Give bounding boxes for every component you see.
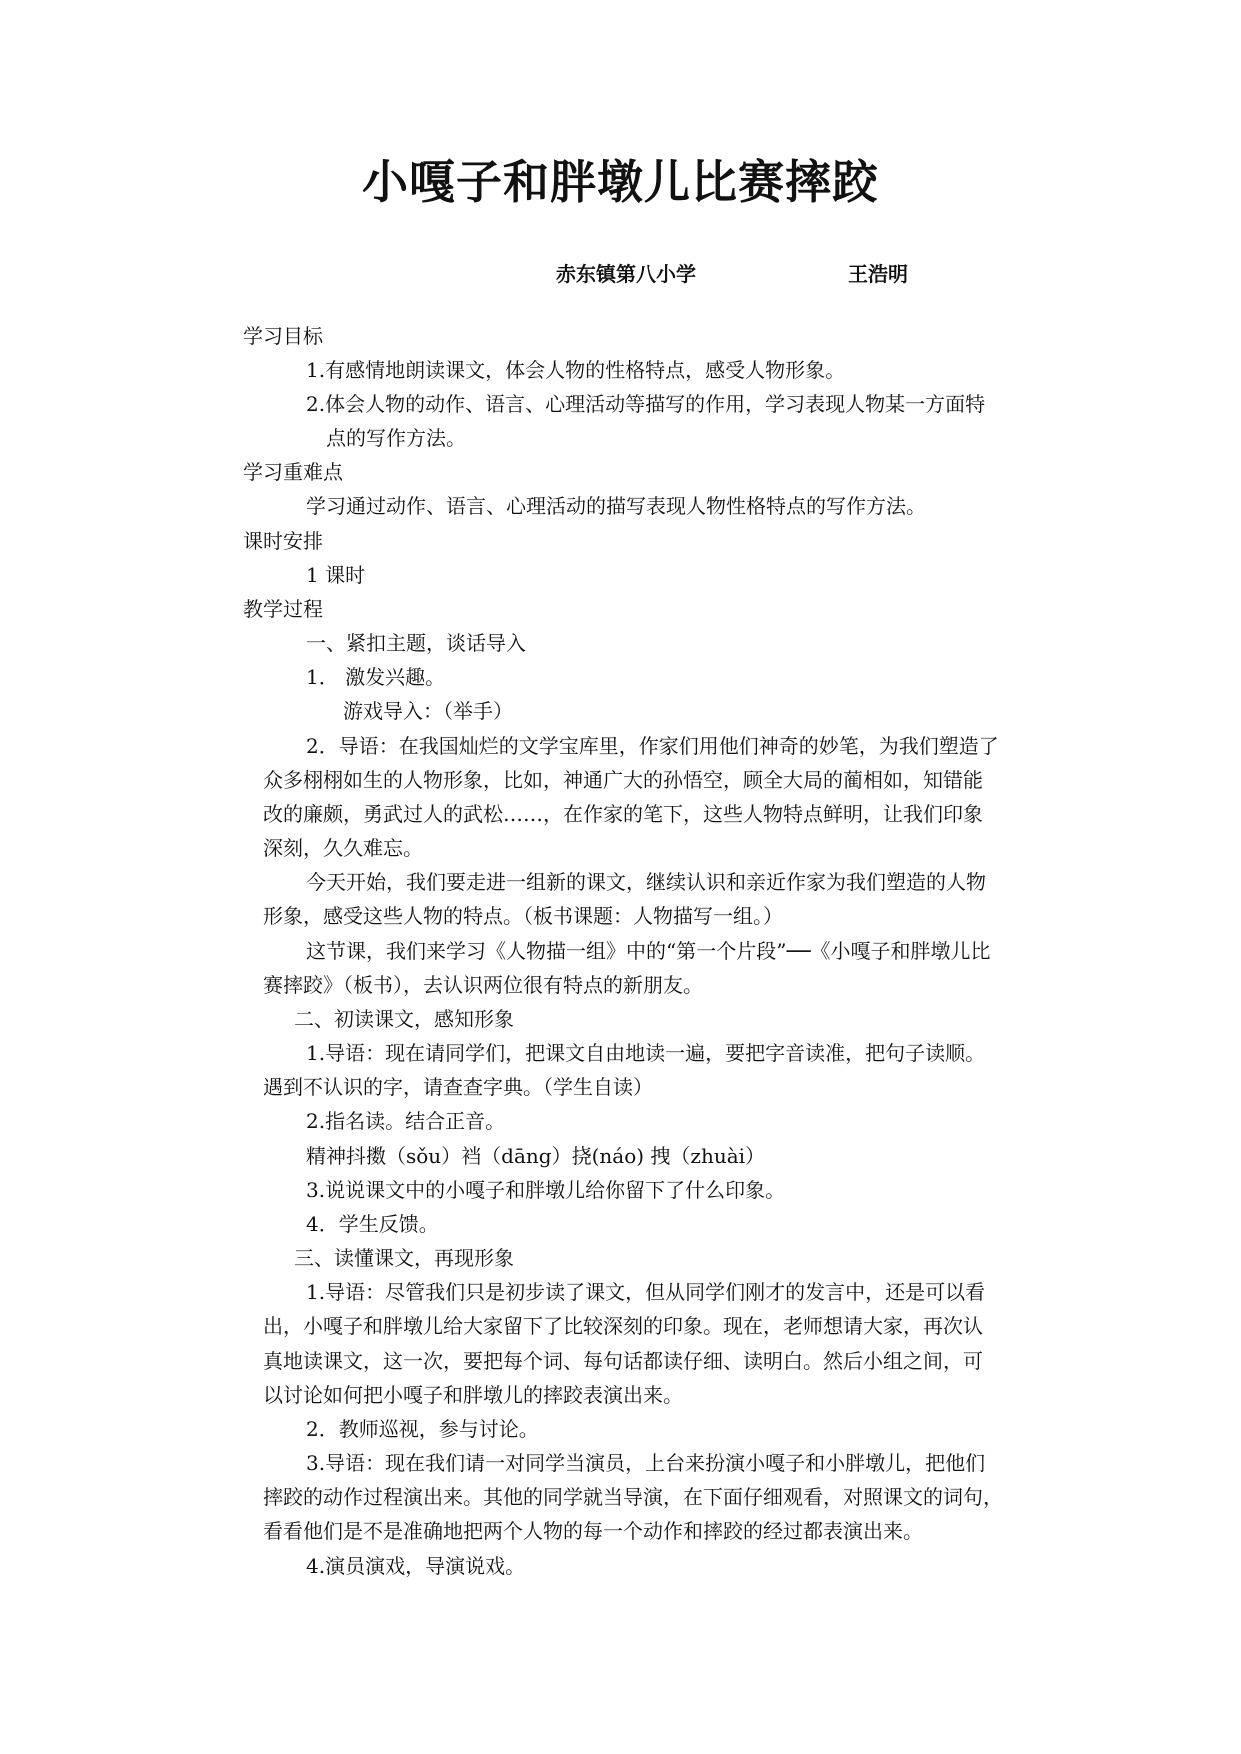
- text-line: 出，小嘎子和胖墩儿给大家留下了比较深刻的印象。现在，老师想请大家，再次认: [263, 1314, 983, 1338]
- pinyin-line: 精神抖擞（sǒu）裆（dāng）挠(náo) 拽（zhuài）: [306, 1144, 766, 1168]
- section-heading: 教学过程: [243, 597, 323, 621]
- text-line: 3.说说课文中的小嘎子和胖墩儿给你留下了什么印象。: [306, 1178, 786, 1202]
- text-line: 二、初读课文，感知形象: [294, 1007, 514, 1031]
- text-line: 深刻，久久难忘。: [263, 836, 423, 860]
- text-line: 2．导语：在我国灿烂的文学宝库里，作家们用他们神奇的妙笔，为我们塑造了: [306, 734, 999, 758]
- text-line: 游戏导入：（举手）: [343, 699, 513, 723]
- text-line: 3.导语：现在我们请一对同学当演员，上台来扮演小嘎子和小胖墩儿，把他们: [306, 1451, 986, 1475]
- text-line: 1.导语：尽管我们只是初步读了课文，但从同学们刚才的发言中，还是可以看: [306, 1280, 986, 1304]
- text-line: 2.体会人物的动作、语言、心理活动等描写的作用，学习表现人物某一方面特: [306, 392, 986, 416]
- text-line: 一、紧扣主题，谈话导入: [306, 631, 526, 655]
- text-line: 4.演员演戏，导演说戏。: [306, 1554, 526, 1578]
- section-heading: 课时安排: [243, 529, 323, 553]
- text-line: 赛摔跤》（板书），去认识两位很有特点的新朋友。: [263, 973, 703, 997]
- section-heading: 学习重难点: [243, 460, 343, 484]
- text-line: 改的廉颇，勇武过人的武松……，在作家的笔下，这些人物特点鲜明，让我们印象: [263, 802, 983, 826]
- text-line: 1． 激发兴趣。: [306, 665, 446, 689]
- text-line: 1.导语：现在请同学们，把课文自由地读一遍，要把字音读准，把句子读顺。: [306, 1041, 986, 1065]
- text-line: 形象，感受这些人物的特点。（板书课题：人物描写一组。）: [263, 904, 783, 928]
- text-line: 摔跤的动作过程演出来。其他的同学就当导演，在下面仔细观看，对照课文的词句，: [263, 1485, 1003, 1509]
- text-line: 真地读课文，这一次，要把每个词、每句话都读仔细、读明白。然后小组之间，可: [263, 1349, 983, 1373]
- text-line: 今天开始，我们要走进一组新的课文，继续认识和亲近作家为我们塑造的人物: [306, 870, 986, 894]
- author-name: 王浩明: [848, 262, 908, 286]
- text-line: 2.指名读。结合正音。: [306, 1109, 506, 1133]
- text-line: 众多栩栩如生的人物形象，比如，神通广大的孙悟空，顾全大局的蔺相如，知错能: [263, 768, 983, 792]
- section-heading: 学习目标: [243, 324, 323, 348]
- text-line: 学习通过动作、语言、心理活动的描写表现人物性格特点的写作方法。: [306, 494, 926, 518]
- text-line: 2．教师巡视，参与讨论。: [306, 1417, 539, 1441]
- text-line: 以讨论如何把小嘎子和胖墩儿的摔跤表演出来。: [263, 1383, 683, 1407]
- school-name: 赤东镇第八小学: [556, 262, 696, 286]
- text-line: 4．学生反馈。: [306, 1212, 439, 1236]
- text-line: 遇到不认识的字，请查查字典。（学生自读）: [263, 1075, 653, 1099]
- text-line: 1 课时: [306, 563, 366, 587]
- document-title: 小嘎子和胖墩儿比赛摔跤: [362, 155, 879, 209]
- text-line: 1.有感情地朗读课文，体会人物的性格特点，感受人物形象。: [306, 358, 846, 382]
- text-line: 这节课，我们来学习《人物描一组》中的“第一个片段”──《小嘎子和胖墩儿比: [306, 939, 991, 963]
- text-line: 点的写作方法。: [326, 426, 466, 450]
- text-line: 看看他们是不是准确地把两个人物的每一个动作和摔跤的经过都表演出来。: [263, 1519, 923, 1543]
- text-line: 三、读懂课文，再现形象: [294, 1246, 514, 1270]
